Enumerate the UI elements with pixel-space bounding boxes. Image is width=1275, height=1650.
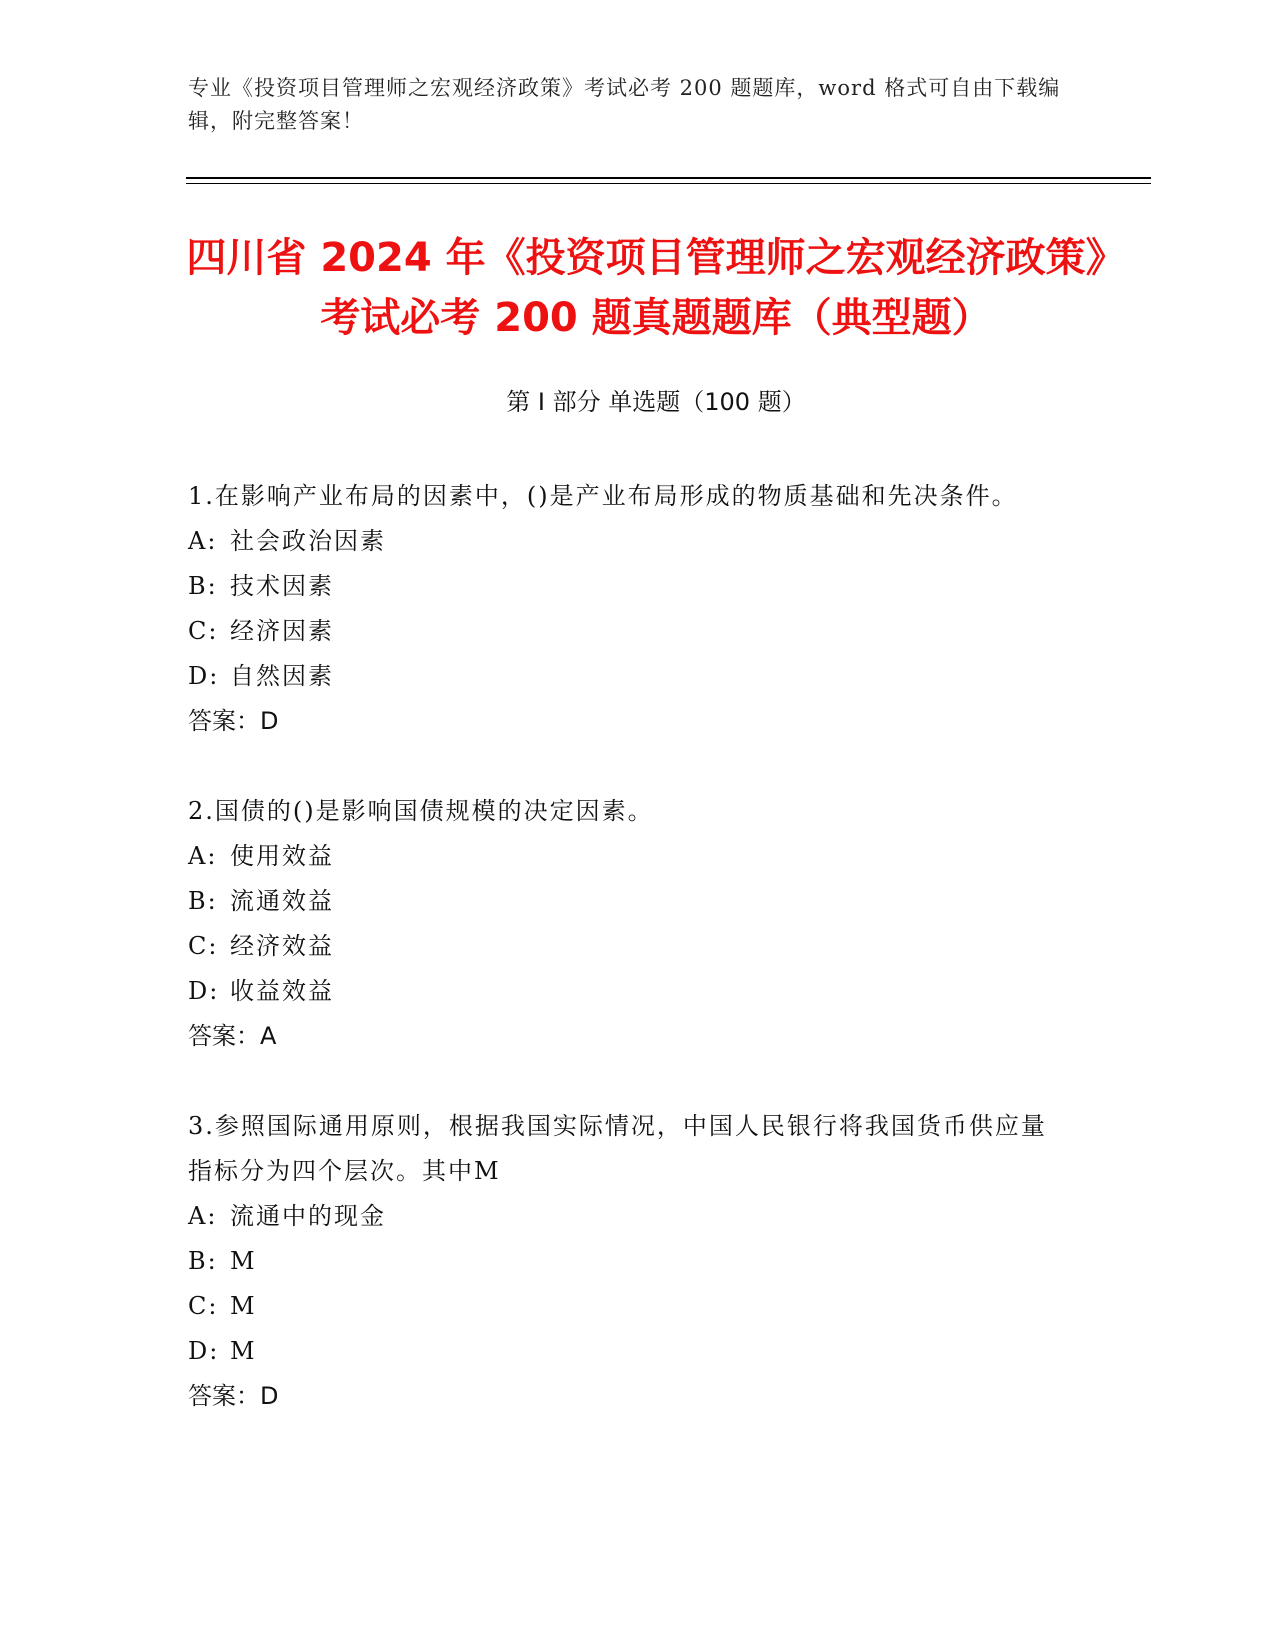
option-b xyxy=(188,879,1068,924)
option-b xyxy=(188,564,1068,609)
option-letter: C: xyxy=(188,617,219,645)
option-text: 经济效益 xyxy=(230,932,334,960)
option-d xyxy=(188,654,1068,699)
option-text: 技术因素 xyxy=(230,572,334,600)
option-text: M xyxy=(230,1337,257,1365)
option-c xyxy=(188,1284,1068,1329)
option-a xyxy=(188,519,1068,564)
option-letter: A: xyxy=(188,1202,218,1230)
option-letter: A: xyxy=(188,527,218,555)
option-letter: B: xyxy=(188,572,218,600)
option-a xyxy=(188,834,1068,879)
question-list xyxy=(188,474,1068,1464)
section-title: 第 I 部分 单选题（100 题） xyxy=(506,388,806,416)
question-2 xyxy=(188,789,1068,1059)
option-text: 收益效益 xyxy=(230,977,334,1005)
question-stem: 3.参照国际通用原则，根据我国实际情况，中国人民银行将我国货币供应量指标分为四个层次。其中M xyxy=(188,1112,1047,1185)
option-text: 自然因素 xyxy=(230,662,334,690)
question-stem: 1.在影响产业布局的因素中，()是产业布局形成的物质基础和先决条件。 xyxy=(188,482,1018,510)
header-divider-thick xyxy=(186,177,1151,179)
header-divider-thin xyxy=(186,183,1151,184)
option-letter: B: xyxy=(188,887,218,915)
answer-line: 答案：D xyxy=(188,707,279,735)
option-text: 经济因素 xyxy=(230,617,334,645)
option-letter: D: xyxy=(188,977,220,1005)
answer-line: 答案：A xyxy=(188,1022,277,1050)
option-b xyxy=(188,1239,1068,1284)
option-text: 流通效益 xyxy=(230,887,334,915)
option-letter: D: xyxy=(188,662,220,690)
option-c xyxy=(188,924,1068,969)
answer-line: 答案：D xyxy=(188,1382,279,1410)
question-1 xyxy=(188,474,1068,744)
option-d xyxy=(188,1329,1068,1374)
document-title: 四川省 2024 年《投资项目管理师之宏观经济政策》考试必考 200 题真题题库（典型题） xyxy=(186,235,1126,341)
option-text: M xyxy=(230,1247,257,1275)
option-a xyxy=(188,1194,1068,1239)
option-text: 社会政治因素 xyxy=(230,527,386,555)
header-note: 专业《投资项目管理师之宏观经济政策》考试必考 200 题题库，word 格式可自由下载编辑，附完整答案！ xyxy=(188,76,1061,133)
option-letter: B: xyxy=(188,1247,218,1275)
option-text: M xyxy=(230,1292,257,1320)
option-letter: C: xyxy=(188,932,219,960)
option-letter: A: xyxy=(188,842,218,870)
option-c xyxy=(188,609,1068,654)
question-stem: 2.国债的()是影响国债规模的决定因素。 xyxy=(188,797,654,825)
option-letter: C: xyxy=(188,1292,219,1320)
question-3 xyxy=(188,1104,1068,1419)
option-letter: D: xyxy=(188,1337,220,1365)
option-d xyxy=(188,969,1068,1014)
option-text: 流通中的现金 xyxy=(230,1202,386,1230)
option-text: 使用效益 xyxy=(230,842,334,870)
